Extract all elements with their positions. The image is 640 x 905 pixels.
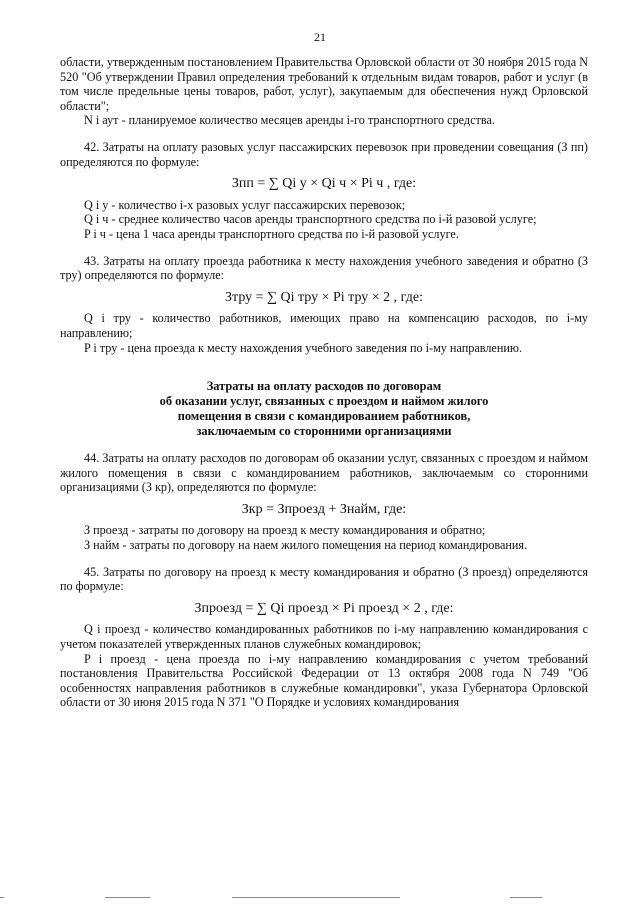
definition-45-piproezd: P i проезд - цена проезда по i-му направлению командирования с учетом требований постановления Правительства Российской Федерации от 13 октября 2008 года N 749 "Об особенностях направления работников в служебные командировки", указа Губернатора Орловской области от 30 июня 2015 года N 371 "О Порядке и условиях командирования: [60, 651, 588, 710]
paragraph-45: 45. Затраты по договору на проезд к месту командирования и обратно (З проезд) определяются по формуле:: [60, 564, 588, 594]
formula-43: Зтру = ∑ Qi тру × Pi тру × 2 , где:: [225, 289, 423, 305]
definition-45-qiproezd: Q i проезд - количество командированных работников по i-му направлению командирования с учетом показателей утвержденных планов служебных командировок;: [60, 622, 588, 652]
document-body: [60, 55, 588, 710]
definition-42-qich: Q i ч - среднее количество часов аренды транспортного средства по i-й разовой услуге;: [84, 212, 537, 227]
paragraph-42: 42. Затраты на оплату разовых услуг пассажирских перевозок при проведении совещания (З пп) определяются по формуле:: [60, 139, 588, 169]
definition-44-znaim: З найм - затраты по договору на наем жилого помещения на период командирования.: [84, 538, 528, 553]
definition-43-qitru: Q i тру - количество работников, имеющих право на компенсацию расходов, по i-му направлению;: [60, 311, 588, 340]
definition-44-zproezd: З проезд - затраты по договору на проезд к месту командирования и обратно;: [84, 523, 486, 538]
section-heading-line-1: Затраты на оплату расходов по договорам: [206, 379, 442, 394]
section-heading-line-3: помещения в связи с командированием работников,: [177, 409, 471, 424]
paragraph-44: 44. Затраты на оплату расходов по договорам об оказании услуг, связанных с проездом и наймом жилого помещения в связи с командированием работников, заключаемым со сторонними организациями (З кр), определяются по формуле:: [60, 451, 588, 495]
section-heading-line-2: об оказании услуг, связанных с проездом и наймом жилого: [159, 394, 489, 409]
formula-44: Зкр = Зпроезд + Знайм, где:: [241, 501, 407, 517]
definition-43-pitru: P i тру - цена проезда к месту нахождения учебного заведения по i-му направлению.: [84, 340, 523, 355]
definition-n-aut: N i аут - планируемое количество месяцев аренды i-го транспортного средства.: [84, 113, 495, 128]
formula-45: Зпроезд = ∑ Qi проезд × Pi проезд × 2 , где:: [194, 600, 454, 616]
formula-42: Зпп = ∑ Qi у × Qi ч × Pi ч , где:: [231, 176, 417, 192]
page-footer-marks: [0, 893, 640, 905]
paragraph-43: 43. Затраты на оплату проезда работника к месту нахождения учебного заведения и обратно (З тру) определяются по формуле:: [60, 253, 588, 283]
section-heading-line-4: заключаемым со сторонними организациями: [196, 424, 452, 439]
definition-42-pich: P i ч - цена 1 часа аренды транспортного средства по i-й разовой услуге.: [84, 226, 459, 241]
paragraph-continuation: области, утвержденным постановлением Правительства Орловской области от 30 ноября 2015 года N 520 "Об утверждении Правил определения требований к отдельным видам товаров, работ и услуг (в том числе предельные цены товаров, работ, услуг), закупаемым для обеспечения нужд Орловской области";: [60, 55, 588, 113]
definition-42-qiy: Q i у - количество i-х разовых услуг пассажирских перевозок;: [84, 197, 406, 212]
page-number: 21: [314, 30, 326, 44]
